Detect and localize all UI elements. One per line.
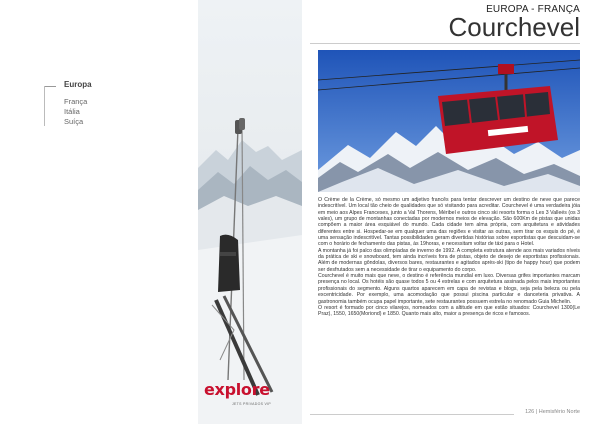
article-body [318,197,580,318]
logo-tagline: JETS PRIVADOS VIP [232,402,272,406]
paragraph-4: O resort é formado por cinco vilarejos, nomeados com a altitude em que estão situados: Courchevel 1300(Le Praz), 1550, 1650(Moriond) e 1850. Quanto mais alto, maior a presença de ricos e famosos. [318,304,580,318]
nav-item-italia[interactable]: Itália [64,107,80,116]
paragraph-3: Courchevel é muito mais que neve, o destino é referência mundial em luxo. Diversas grifes importantes marcam presença no local. Os hotéis são quase todos 5 ou 4 estrelas e com arquitetura assinada pelos mais importantes profissionais do segmento. Alguns quartos aparecem em capa de revistas e blogs, seja pela beleza ou pela excentricidade. Por exemplo, uma acomodação que possui piscina particular e danceteria privativa. A gastronomia também ocupa papel importante, sete restaurantes possuem estrela no renomado Guia Michelin. [318,273,580,305]
region-kicker: EUROPA - FRANÇA [486,4,580,15]
nav-vertical-rule [44,86,45,126]
skier-photo [198,0,302,424]
explore-logo [204,380,280,416]
paragraph-2: A montanha já foi palco das olimpíadas de inverno de 1992. A completa estrutura atende aos mais variados níveis da prática de ski e snowboard, tem ainda incríveis fora de pistas, objeto de desejo de esportistas profissionais. Além de modernas gôndolas, diversos bares, restaurantes e agitados après-ski (tipo de happy hour) que podem ser desfrutados sem a necessidade de tirar o equipamento do corpo. [318,247,580,273]
cable-car-photo [318,50,580,192]
nav-item-franca[interactable]: França [64,97,88,106]
footer-divider [310,414,514,415]
nav-list [64,97,87,127]
skier-photo-drawing [198,0,302,424]
nav-item-suica[interactable]: Suíça [64,117,84,126]
page-title: Courchevel [448,12,580,42]
page-footer: 126 | Hemisfério Norte [525,409,580,415]
nav-rule [44,86,56,87]
title-divider [310,43,580,44]
nav-title[interactable]: Europa [64,80,92,89]
cable-car-drawing [318,50,580,192]
logo-wordmark: explore [204,380,270,399]
paragraph-1: O Crème de la Crème, só mesmo um adjetivo francês para tentar descrever um destino de neve que parece indescritível. Um local tão cheio de qualidades que só visitando para acreditar. Courchevel é uma verdadeira jóia em meio aos Alpes Franceses, junto a Val Thorens, Méribel e outros cinco ski resorts forma o Les 3 Valleés (os 3 vales), um grupo de montanhas conectadas por modernos meios de elevação. São 600Km de pistas que unidas compõem a maior área esquiável do mundo. Cada cidade tem alma própria, com arquitetura e atividades diferentes entre si. Hospedar-se em qualquer uma das regiões e visitar as outras, sem tirar os esquis do pé, é uma sensação indescritível. Tantas possibilidades geram divertidas histórias sobre esportistas que descuidam-se com o horário de fechamento das pistas, às 19horas, e necessitam voltar de táxi para o Hotel. [318,197,580,248]
